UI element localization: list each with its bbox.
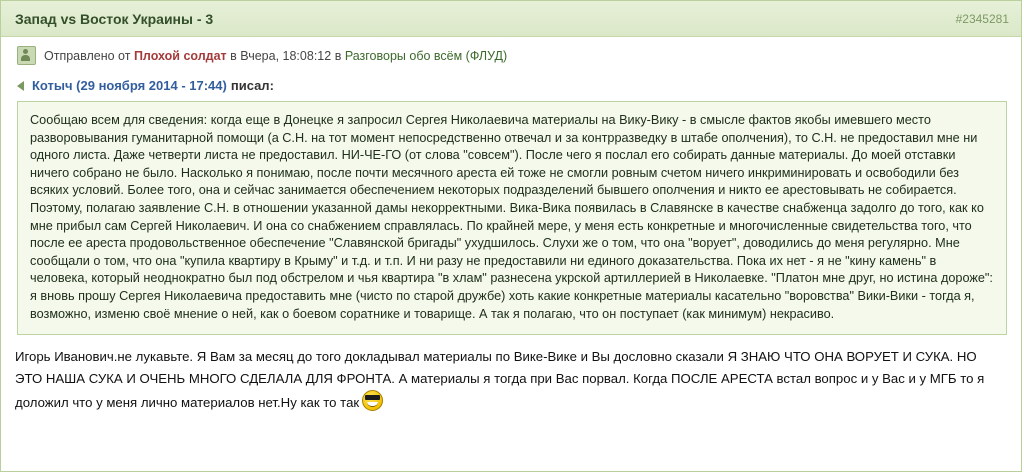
post-title: Запад vs Восток Украины - 3: [15, 10, 214, 27]
post-author-link[interactable]: Плохой солдат: [133, 48, 227, 63]
cool-smiley-icon: [362, 390, 383, 411]
quote-arrow-icon[interactable]: [17, 81, 24, 91]
post-header: [1, 1, 1021, 37]
reply-body: [15, 346, 1007, 414]
post-meta: [1, 37, 1021, 72]
quote-said-label: писал:: [230, 78, 274, 93]
quote-author-link[interactable]: Котыч (29 ноября 2014 - 17:44): [32, 78, 227, 93]
post-meta-sent-label: Отправлено от: [44, 48, 131, 63]
quote-header: [1, 72, 1021, 97]
post-number[interactable]: #2345281: [955, 11, 1009, 26]
user-avatar-icon: [17, 46, 36, 65]
post-meta-in-label-2: в: [334, 48, 342, 63]
quote-body: Сообщаю всем для сведения: когда еще в Донецке я запросил Сергея Николаевича материалы на Вику-Вику - в смысле фактов якобы имевшего место разворовывания гуманитарной помощи (а С.Н. на тот момент непосредственно отвечал и за контрразведку в штабе ополчения), то С.Н. не предоставил мне ни одного листа. Даже четверти листа не предоставил. НИ-ЧЕ-ГО (от слова "совсем"). После чего я послал его собирать данные материалы. До моей отставки ничего собрано не было. Насколько я понимаю, после почти месячного ареста ей тоже не смогли ровным счетом ничего инкриминировать и освободили без всяких условий. Более того, она и сейчас занимается обеспечением некоторых подразделений бывшего ополчения и никто ее арестовывать не собирается. Поэтому, полагаю заявление С.Н. в отношении указанной дамы некорректными. Вика-Вика появилась в Славянске в качестве снабженца задолго до того, как ко мне прибыл сам Сергей Николаевич. И она со снабжением справлялась. По крайней мере, у меня есть конкретные и многочисленные свидетельства того, что после ее ареста продовольственное обеспечение "Славянской бригады" ухудшилось. Слухи же о том, что она "ворует", доводились до меня регулярно. Мне сообщали о том, что она "купила квартиру в Крыму" и т.д. и т.п. И ни разу не предоставили ни единого доказательства. Пока их нет - я не "кину камень" в человека, который неоднократно был под обстрелом и чья квартира "в хлам" разнесена укрской артиллерией в Николаевке. "Платон мне друг, но истина дороже": я вновь прошу Сергея Николаевича предоставить мне (чисто по старой дружбе) хоть какие конкретные материалы касательно "воровства" Вики-Вики - тогда я, возможно, изменю своё мнение о ней, как о боевом соратнике и товарище. А так я полагаю, что он поступает (как минимум) некрасиво.: [17, 101, 1007, 335]
post-date: Вчера, 18:08:12: [240, 48, 332, 63]
post-meta-in-label: в: [230, 48, 237, 63]
reply-text: Игорь Иванович.не лукавьте. Я Вам за месяц до того докладывал материалы по Вике-Вике и Вы дословно сказали Я ЗНАЮ ЧТО ОНА ВОРУЕТ И СУКА. НО ЭТО НАША СУКА И ОЧЕНЬ МНОГО СДЕЛАЛА ДЛЯ ФРОНТА. А материалы я тогда при Вас порвал. Когда ПОСЛЕ АРЕСТА встал вопрос и у Вас и у МГБ то я доложил что у меня лично материалов нет.Ну как то так: [15, 349, 985, 411]
forum-section-link[interactable]: Разговоры обо всём (ФЛУД): [344, 48, 508, 63]
